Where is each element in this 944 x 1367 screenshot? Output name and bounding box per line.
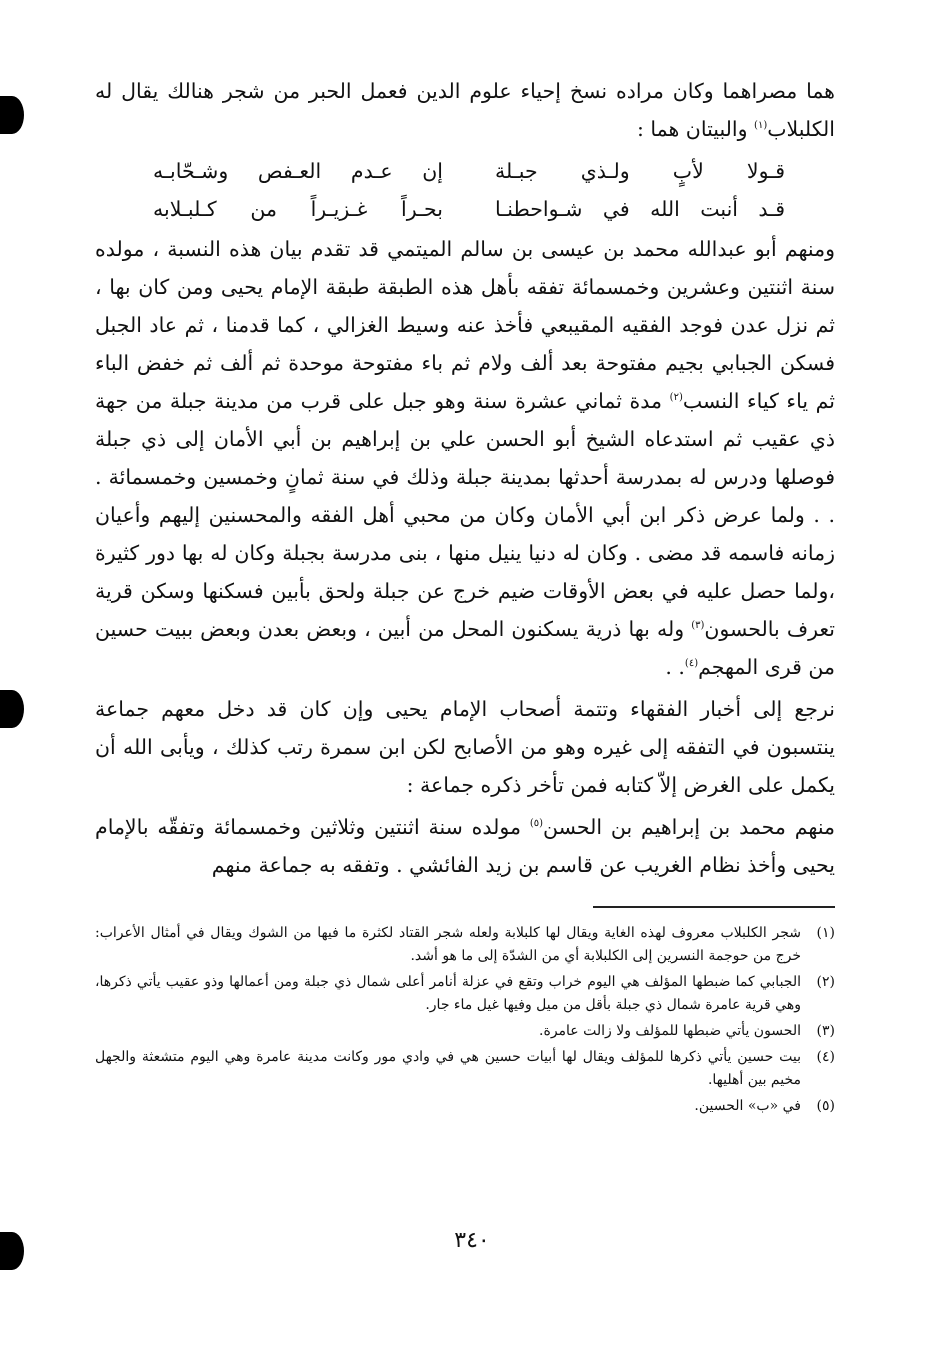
footnote — [95, 1095, 835, 1118]
first-hemistich: قـولا لأبٍ ولـذي جبـلة — [495, 159, 785, 183]
footnote-ref: (٥) — [529, 818, 543, 830]
footnote-text: بيت حسين يأتي ذكرها للمؤلف ويقال لها أبيات حسين هي في وادي مور وكانت مدينة عامرة وهي اليوم متشعثة والجهل مخيم بين أهليها. — [95, 1049, 801, 1088]
footnotes — [95, 922, 835, 1118]
footnote-number: (٣) — [816, 1023, 835, 1039]
poem — [95, 152, 835, 228]
footnote-divider — [593, 906, 835, 908]
paragraph-almaytami: ومنهم أبو عبدالله محمد بن عيسى بن سالم الميتمي قد تقدم بيان هذه النسبة ، مولده سنة اثنتين وعشرين وخمسمائة تفقه بأهل هذه الطبقة طبقة الإمام يحيى ومن كان بها ، ثم نزل عدن فوجد الفقيه المقيبعي فأخذ عنه وسيط الغزالي ، كما قدمنا ، ثم عاد الجبل فسكن الجبابي بجيم مفتوحة بعد ألف ولام ثم باء مفتوحة موحدة ثم ألف ثم خفض الباء ثم ياء كياء النسب$^{(٢)}$ مدة ثماني عشرة سنة وهو جبل على قرب من مدينة جبلة من جهة ذي عقيب ثم استدعاه الشيخ أبو الحسن علي بن إبراهيم بن أبي الأمان إلى ذي جبلة فوصلها ودرس له بمدرسة أحدثها بمدينة جبلة وذلك في سنة ثمانٍ وخمسين وخمسمائة . . . ولما عرض ذكر ابن أبي الأمان وكان من محبي أهل الفقه والمحسنين إليهم وأعيان زمانه فاسمه قد مضى . وكان له دنيا ينيل منها ، بنى مدرسة بجبلة وكان له بها دور كثيرة ،ولما حصل عليه في بعض الأوقات ضيم خرج عن جبلة ولحق بأبين فسكنها وسكن قرية تعرف بالحسون$^{(٣)}$ وله بها ذرية يسكنون المحل من أبين ، وبعض بعدن وبعض ببيت حسين من قرى المهجم$^{(٤)}$. . — [95, 237, 835, 679]
first-hemistich: قـد أنبت الله في شـواحطنـا — [495, 197, 785, 221]
footnote-ref: (٢) — [669, 392, 683, 404]
poem-line — [95, 190, 835, 228]
footnote-ref: (٣) — [691, 620, 705, 632]
footnote-text: الجبابي كما ضبطها المؤلف هي اليوم خراب وتقع في عزلة أنامر أعلى شمال ذي جبلة ومن أعمالها وذو عقيب يأتي ذكرها، وهي قرية عامرة شمال ذي جبلة بأقل من ميل وفيها غيل ماء جار. — [95, 974, 801, 1013]
footnote-number: (٢) — [816, 974, 835, 990]
paragraph-muhammad: منهم محمد بن إبراهيم بن الحسن$^{(٥)}$ مولده سنة اثنتين وثلاثين وخمسمائة وتفقّه بالإمام يحيى وأخذ نظام الغريب عن قاسم بن زيد الفائشي . وتفقه به جماعة منهم — [95, 815, 835, 877]
paragraph-return: نرجع إلى أخبار الفقهاء وتتمة أصحاب الإمام يحيى وإن كان قد دخل معهم جماعة ينتسبون في التفقه إلى غيره وهو من الأصابح لكن ابن سمرة رتب كذلك ، ويأبى الله أن يكمل على الغرض إلاّ كتابه فمن تأخر ذكره جماعة : — [95, 697, 835, 797]
poem-line — [95, 152, 835, 190]
intro-paragraph: هما مصراهما وكان مراده نسخ إحياء علوم الدين فعمل الحبر من شجر هنالك يقال له الكلبلاب$^{(١)}$ والبيتان هما : — [95, 79, 835, 141]
binder-hole — [0, 690, 24, 728]
footnote-number: (٥) — [816, 1098, 835, 1114]
footnote-text: في «ب» الحسين. — [694, 1098, 801, 1114]
second-hemistich: بحـراً غـزيـراً من كـلبـلابه — [153, 197, 443, 221]
footnote-number: (٤) — [816, 1049, 835, 1065]
page-body — [95, 72, 835, 1121]
footnote — [95, 1046, 835, 1092]
footnote-text: الحسون يأتي ضبطها للمؤلف ولا زالت عامرة. — [539, 1023, 801, 1039]
footnote — [95, 1020, 835, 1043]
footnote — [95, 971, 835, 1017]
binder-hole — [0, 96, 24, 134]
footnote-text: شجر الكلبلاب معروف لهذه الغاية ويقال لها كلبلابة ولعله شجر القتاد لكثرة ما فيها من الشوك ويقال في أمثال الأعراب: خرج من حوجمة النسرين إلى الكلبلابة أي من الشدّة إلى ما هو أشد. — [95, 925, 801, 964]
footnote-number: (١) — [816, 925, 835, 941]
second-hemistich: إن عـدم العـفص وشـحّابـه — [153, 159, 443, 183]
footnote — [95, 922, 835, 968]
footnote-ref: (١) — [754, 120, 768, 132]
footnote-ref: (٤) — [684, 658, 699, 670]
page-number: ٣٤٠ — [454, 1228, 490, 1253]
